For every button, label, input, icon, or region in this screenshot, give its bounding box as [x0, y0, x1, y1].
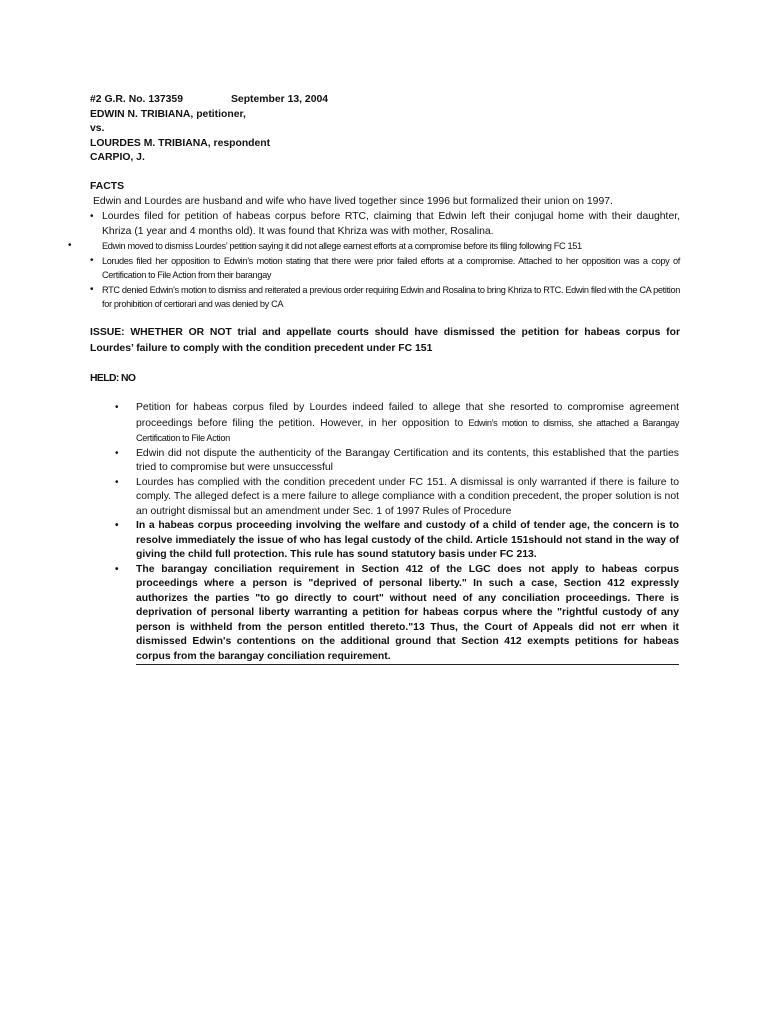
facts-item-text: Lourdes filed for petition of habeas corpus before RTC, claiming that Edwin left their conjugal home with their daughter, Khriza (1 year and 4 months old). It was found that Khriza was with mother, Rosalina. [102, 211, 680, 237]
closing-rule [136, 664, 679, 665]
bullet-icon: • [68, 240, 72, 251]
facts-item [90, 254, 680, 283]
case-header [90, 93, 690, 166]
bullet-icon: • [115, 476, 119, 488]
held-item-text-condensed: Edwin’s motion to dismiss, she attached a Barangay Certification to File Action [136, 417, 680, 443]
case-number-line [90, 93, 690, 108]
held-item [115, 401, 679, 447]
facts-list [68, 210, 680, 312]
bullet-icon: • [90, 254, 94, 266]
respondent-line: LOURDES M. TRIBIANA, respondent [90, 137, 271, 149]
facts-heading: FACTS [90, 181, 125, 192]
issue-statement: ISSUE: WHETHER OR NOT trial and appellate courts should have dismissed the petition for habeas corpus for Lourdes’ failure to comply with the condition precedent under FC 151 [90, 327, 680, 354]
facts-item-text: Edwin moved to dismiss Lourdes’ petition saying it did not allege earnest efforts at a compromise before its filing following FC 151 [102, 241, 582, 251]
held-heading: HELD: NO [90, 373, 136, 384]
held-item-text: Lourdes has complied with the condition precedent under FC 151. A dismissal is only warranted if there is failure to comply. The alleged defect is a mere failure to allege compliance with a condition precedent, the proper solution is not an outright dismissal but an amendment under Sec. 1 of 1997 Rules of Procedure [136, 476, 679, 517]
held-item-text: Petition for habeas corpus filed by Lourdes indeed failed to allege that she resorted to compromise agreement proceedings before filing the petition. However, in her opposition to [136, 402, 679, 429]
facts-intro: Edwin and Lourdes are husband and wife who have lived together since 1996 but formalized their union on 1997. [93, 196, 613, 207]
bullet-icon: • [115, 520, 119, 531]
held-item [115, 519, 679, 563]
facts-item [68, 239, 680, 254]
facts-item [90, 283, 680, 312]
bullet-icon: • [115, 563, 119, 575]
held-item [115, 476, 679, 520]
petitioner-line: EDWIN N. TRIBIANA, petitioner, [90, 108, 246, 120]
held-item-text: Edwin did not dispute the authenticity of the Barangay Certification and its contents, this established that the parties tried to compromise but were unsuccessful [136, 447, 679, 473]
ponente-line: CARPIO, J. [90, 152, 145, 164]
gr-number: #2 G.R. No. 137359 [90, 94, 183, 105]
bullet-icon: • [115, 402, 119, 413]
held-item [115, 563, 679, 665]
facts-item-text: RTC denied Edwin’s motion to dismiss and reiterated a previous order requiring Edwin and Rosalina to bring Khriza to RTC. Edwin filed with the CA petition for prohibition of certiorari and was denied by CA [102, 284, 680, 309]
decision-date: September 13, 2004 [231, 94, 329, 105]
held-item-text: The barangay conciliation requirement in Section 412 of the LGC does not apply to habeas corpus proceedings where a person is "deprived of personal liberty." In such a case, Section 412 expressly authorizes the parties "to go directly to court" without need of any conciliation proceedings. There is deprivation of personal liberty warranting a petition for habeas corpus where the "rightful custody of any person is withheld from the person entitled thereto."13 Thus, the Court of Appeals did not err when it dismissed Edwin's contentions on the additional ground that Section 412 exempts petitions for habeas corpus from the barangay conciliation requirement. [136, 563, 679, 662]
held-list [115, 401, 679, 664]
bullet-icon: • [90, 211, 94, 222]
versus-line: vs. [90, 123, 105, 135]
held-item [115, 447, 679, 476]
held-item-text: In a habeas corpus proceeding involving the welfare and custody of a child of tender age, the concern is to resolve immediately the issue of who has legal custody of the child. Article 151should not stand in the way of giving the child full protection. This rule has sound statutory basis under FC 213. [136, 520, 679, 560]
bullet-icon: • [90, 283, 94, 295]
facts-item-text: Lorudes filed her opposition to Edwin’s motion stating that there were prior failed efforts at a compromise. Attached to her opposition was a copy of Certification to File Action from their barangay [102, 255, 680, 280]
bullet-icon: • [115, 447, 119, 459]
facts-item [90, 210, 680, 239]
